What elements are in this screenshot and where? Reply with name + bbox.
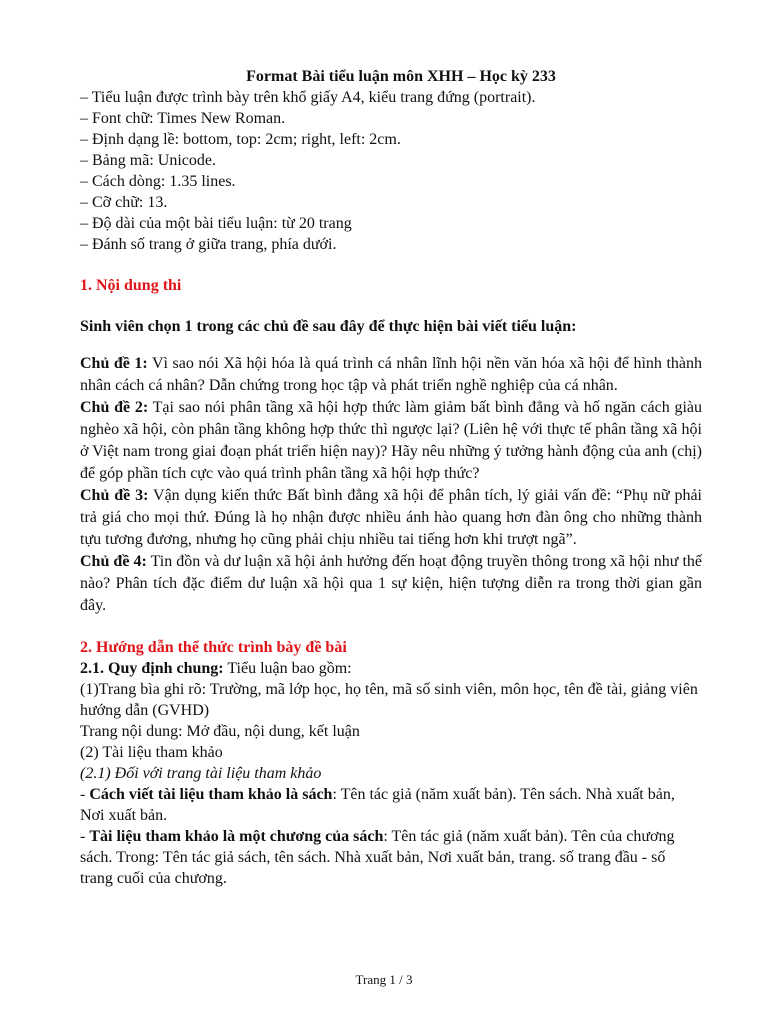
- references-heading: (2) Tài liệu tham khảo: [80, 744, 223, 761]
- format-rules-list: [80, 87, 702, 255]
- topic-text: Vận dụng kiến thức Bất bình đẳng xã hội để phân tích, lý giải vấn đề: “Phụ nữ phải trả giá cho mọi thứ. Đúng là họ nhận được nhiều ánh hào quang hơn đàn ông cho những thành tựu tương đương, nhưng họ cũng phải chịu nhiều tai tiếng hơn khi trượt ngã”.: [80, 487, 702, 548]
- cover-page-rule: (1)Trang bìa ghi rõ: Trường, mã lớp học, họ tên, mã số sinh viên, môn học, tên đề tài, giảng viên hướng dẫn (GVHD): [80, 681, 698, 719]
- topic-item: [80, 353, 702, 397]
- document-page: [80, 66, 702, 889]
- topic-label: Chủ đề 4:: [80, 553, 147, 570]
- book-reference-text: : Tên tác giả (năm xuất bản). Tên sách. Nhà xuất bản, Nơi xuất bản.: [80, 786, 675, 824]
- topic-label: Chủ đề 1:: [80, 355, 148, 372]
- topic-text: Tại sao nói phân tầng xã hội hợp thức làm giảm bất bình đẳng và hố ngăn cách giàu nghèo xã hội, còn phân tầng không hợp thức thì ngược lại? (Liên hệ với thực tế phân tầng xã hội ở Việt nam trong giai đoạn phát triển hiện nay)? Hãy nêu những ý tưởng hành động của anh (chị) để góp phần tích cực vào quá trình phân tầng xã hội hợp thức?: [80, 399, 702, 482]
- format-rule: – Cách dòng: 1.35 lines.: [80, 173, 236, 190]
- general-rules-line: [80, 658, 702, 679]
- chapter-reference-text: : Tên tác giả (năm xuất bản). Tên của chương sách. Trong: Tên tác giả sách, tên sách. Nhà xuất bản, Nơi xuất bản, trang. số trang đầu - số trang cuối của chương.: [80, 828, 675, 887]
- chapter-reference-label: Tài liệu tham khảo là một chương của sách: [89, 828, 384, 845]
- list-dash: -: [80, 786, 90, 803]
- topic-item: [80, 485, 702, 551]
- book-reference-rule: [80, 784, 702, 826]
- format-rule: – Bảng mã: Unicode.: [80, 152, 216, 169]
- format-rule: – Đánh số trang ở giữa trang, phía dưới.: [80, 236, 337, 253]
- subsection-text: Tiểu luận bao gồm:: [223, 660, 352, 677]
- topic-text: Tin đồn và dư luận xã hội ảnh hưởng đến hoạt động truyền thông trong xã hội như thế nào? Phân tích đặc điểm dư luận xã hội qua 1 sự kiện, hiện tượng diễn ra trong thời gian gần đây.: [80, 553, 702, 614]
- document-title: Format Bài tiểu luận môn XHH – Học kỳ 233: [246, 68, 556, 85]
- references-subheading: (2.1) Đối với trang tài liệu tham khảo: [80, 765, 322, 782]
- content-page-rule: Trang nội dung: Mở đầu, nội dung, kết luận: [80, 723, 360, 740]
- book-reference-label: Cách viết tài liệu tham khảo là sách: [89, 786, 333, 803]
- topic-label: Chủ đề 3:: [80, 487, 149, 504]
- topic-label: Chủ đề 2:: [80, 399, 149, 416]
- topic-text: Vì sao nói Xã hội hóa là quá trình cá nhân lĩnh hội nền văn hóa xã hội để hình thành nhân cách cá nhân? Dẫn chứng trong học tập và phát triển nghề nghiệp của cá nhân.: [80, 355, 703, 394]
- section-heading-exam-content: 1. Nội dung thi: [80, 277, 182, 294]
- topic-item: [80, 397, 702, 485]
- section-heading-format-guide: 2. Hướng dẫn thể thức trình bày đề bài: [80, 639, 347, 656]
- topic-instruction: Sinh viên chọn 1 trong các chủ đề sau đây để thực hiện bài viết tiểu luận:: [80, 318, 577, 335]
- format-rule: – Tiểu luận được trình bày trên khổ giấy A4, kiểu trang đứng (portrait).: [80, 89, 536, 106]
- format-rule: – Định dạng lề: bottom, top: 2cm; right, left: 2cm.: [80, 131, 401, 148]
- format-rule: – Font chữ: Times New Roman.: [80, 110, 286, 127]
- format-rule: – Độ dài của một bài tiểu luận: từ 20 trang: [80, 215, 352, 232]
- page-number-footer: Trang 1 / 3: [355, 972, 413, 987]
- list-dash: -: [80, 828, 90, 845]
- subsection-label: 2.1. Quy định chung:: [80, 660, 224, 677]
- chapter-reference-rule: [80, 826, 702, 889]
- format-rule: – Cỡ chữ: 13.: [80, 194, 168, 211]
- topic-item: [80, 551, 702, 617]
